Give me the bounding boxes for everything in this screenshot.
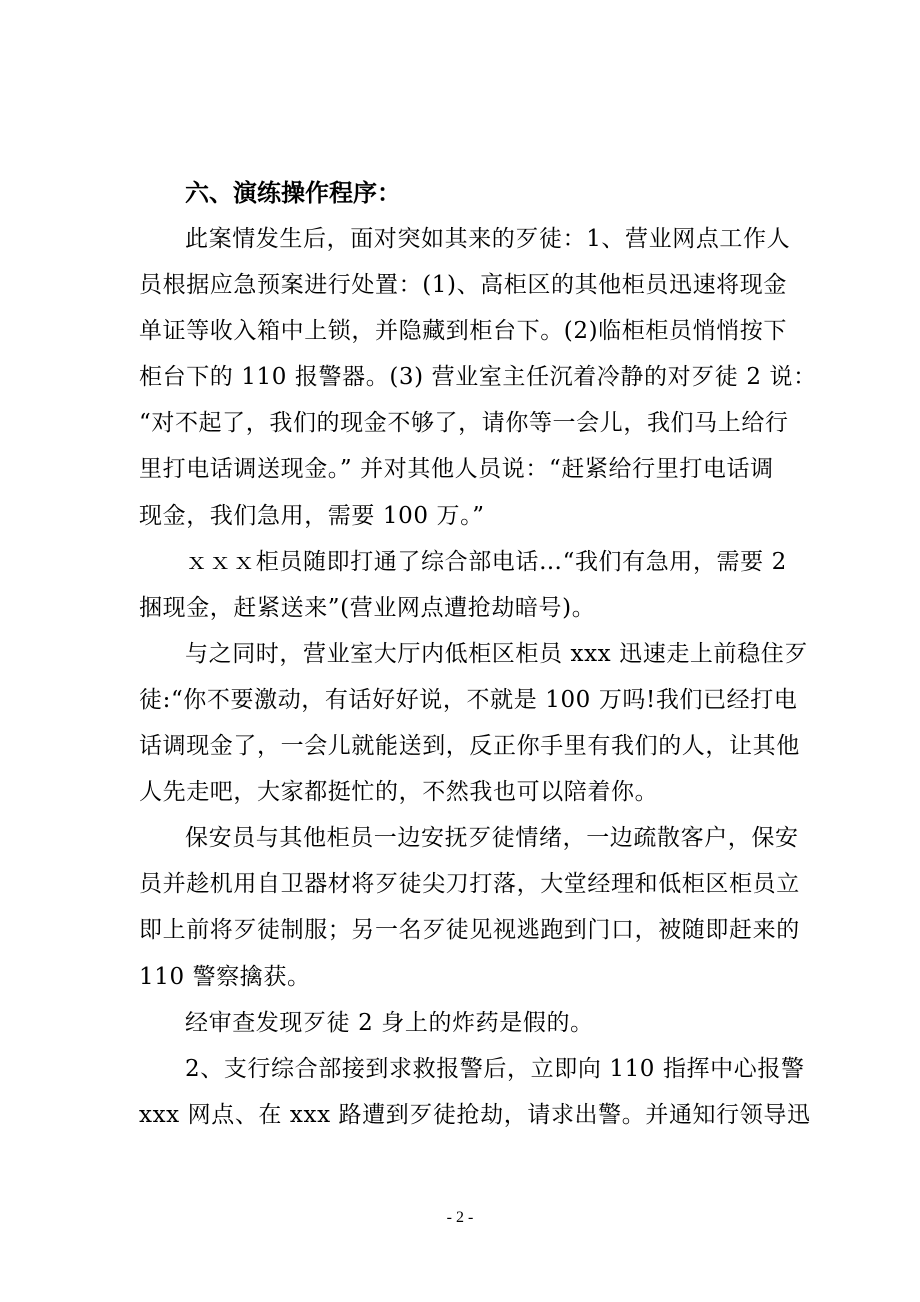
section-heading: 六、演练操作程序：	[185, 179, 401, 207]
document-body	[139, 170, 817, 1138]
paragraph-line: 即上前将歹徒制服；另一名歹徒见视逃跑到门口，被随即赶来的	[139, 917, 800, 944]
paragraph-line: 里打电话调送现金。” 并对其他人员说：“赶紧给行里打电话调	[139, 456, 774, 483]
paragraph-line: “对不起了，我们的现金不够了，请你等一会儿，我们马上给行	[139, 410, 789, 437]
paragraph-case-response	[139, 216, 817, 539]
paragraph-line: 捆现金，赶紧送来”(营业网点遭抢劫暗号)。	[139, 594, 596, 621]
paragraph-line: 110 警察擒获。	[139, 963, 311, 990]
paragraph-fake-explosive	[139, 1000, 789, 1046]
paragraph-subdue-robber	[139, 815, 800, 999]
paragraph-line: 单证等收入箱中上锁，并隐藏到柜台下。(2)临柜柜员悄悄按下	[139, 318, 787, 345]
paragraph-line: 与之同时，营业室大厅内低柜区柜员 xxx 迅速走上前稳住歹	[185, 640, 808, 667]
paragraph-line: 话调现金了，一会儿就能送到，反正你手里有我们的人，让其他	[139, 733, 800, 760]
paragraph-line: ｘｘｘ柜员随即打通了综合部电话…“我们有急用，需要 2	[185, 548, 787, 575]
paragraph-line: 人先走吧，大家都挺忙的，不然我也可以陪着你。	[139, 779, 659, 806]
paragraph-teller-call	[139, 539, 789, 631]
paragraph-line: 员根据应急预案进行处置：(1)、高柜区的其他柜员迅速将现金	[139, 272, 787, 299]
paragraph-line: 现金，我们急用，需要 100 万。”	[139, 502, 485, 529]
paragraph-line: 保安员与其他柜员一边安抚歹徒情绪，一边疏散客户，保安	[185, 825, 799, 852]
paragraph-line: 柜台下的 110 报警器。(3) 营业室主任沉着冷静的对歹徒 2 说：	[139, 364, 817, 391]
paragraph-line: 2、支行综合部接到求救报警后，立即向 110 指挥中心报警	[185, 1055, 805, 1082]
paragraph-line: 经审查发现歹徒 2 身上的炸药是假的。	[185, 1009, 594, 1036]
paragraph-stabilize-robber	[139, 631, 808, 815]
paragraph-branch-report	[139, 1046, 811, 1138]
page-number: - 2 -	[446, 1209, 474, 1226]
paragraph-line: 此案情发生后，面对突如其来的歹徒：1、营业网点工作人	[185, 226, 791, 252]
paragraph-line: xxx 网点、在 xxx 路遭到歹徒抢劫，请求出警。并通知行领导迅	[139, 1101, 811, 1128]
paragraph-line: 员并趁机用自卫器材将歹徒尖刀打落，大堂经理和低柜区柜员立	[139, 871, 800, 898]
paragraph-line: 徒:“你不要激动，有话好好说，不就是 100 万吗!我们已经打电	[139, 686, 798, 713]
